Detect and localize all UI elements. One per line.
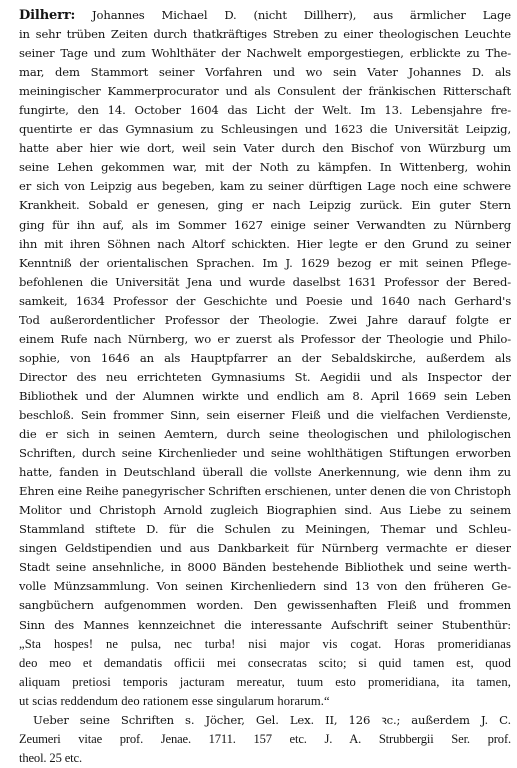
text-line: seine Lehen gekommen war, mit der Noth zu kämpfen. In Wittenberg, wohin [19,160,511,175]
references-line: theol. 25 etc. [19,750,82,765]
text-line: singen Geldstipendien und aus Dankbarkeit für Nürnberg vermachte er dieser [19,541,511,556]
text-line: Krankheit. Sobald er genesen, ging er nach Leipzig zurück. Ein guter Stern [19,198,511,213]
references-line: Ueber seine Schriften s. Jöcher, Gel. Lex. II, 126 ꝛc.; außerdem J. C. [33,712,511,727]
text-line: Molitor und Christoph Arnold zugleich Biographien sind. Aus Liebe zu seinem [19,503,511,518]
text-line: sophie, von 1646 an als Hauptpfarrer an der Sebaldskirche, außerdem als [19,350,511,365]
text-line: die er sich in seinen Aemtern, durch seine theologischen und philologischen [19,427,511,442]
line-text: Johannes Michael D. (nicht Dillherr), aus ärmlicher Lage [75,8,511,22]
text-line: Sinn des Mannes kennzeichnet die interessante Aufschrift seiner Stubenthür: [19,617,511,632]
text-line: ihn mit ihren Söhnen nach Altorf schickten. Hier legte er den Grund zu seiner [19,236,511,251]
text-line: hatte aber hier wie dort, weil sein Vater durch den Bischof von Würzburg um [19,141,511,156]
text-line: Stadt seine ansehnliche, in 8000 Bänden bestehende Bibliothek und seine werth- [19,560,511,575]
latin-quote-line: deo meo et demandatis officii mei consecratas scito; si quid tamen est, quod [19,655,511,670]
text-line: sangbüchern aufgenommen worden. Den gewissenhaften Fleiß und frommen [19,598,511,613]
text-line: beschloß. Sein frommer Sinn, sein eiserner Fleiß und die vielfachen Verdienste, [19,407,511,422]
text-line: befohlenen die Universität Jena und wurde daselbst 1631 Professor der Bered- [19,274,511,289]
text-line: seiner Tage und zum Wohlthäter der Nachwelt emporgestiegen, erblickte zu The- [19,46,511,61]
text-line: in sehr trüben Zeiten durch thatkräftiges Streben zu einer theologischen Leuchte [19,27,511,42]
text-line: Ehren eine Reihe panegyrischer Schriften erschienen, unter denen die von Christoph [19,484,511,499]
text-line: Tod außerordentlicher Professor der Theologie. Zwei Jahre darauf folgte er [19,312,511,327]
text-line: Director des neu errichteten Gymnasiums St. Aegidii und als Inspector der [19,369,511,384]
latin-quote-line: „Sta hospes! ne pulsa, nec turba! nisi major vis cogat. Horas promeridianas [19,636,511,651]
text-line: ging für ihn auf, als im Sommer 1627 einige seiner Verwandten zu Nürnberg [19,217,511,232]
headword: Dilherr: [19,8,76,23]
text-line: mar, dem Stammort seiner Vorfahren und wo sein Vater Johannes D. als [19,65,511,80]
text-line: quentirte er das Gymnasium zu Schleusingen und 1623 die Universität Leipzig, [19,122,511,137]
text-line: volle Münzsammlung. Von seinen Kirchenliedern sind 13 von den früheren Ge- [19,579,511,594]
text-line: Stammland stiftete D. für die Schulen zu Meiningen, Themar und Schleu- [19,522,511,537]
text-line: fungirte, den 14. October 1604 das Licht der Welt. Im 13. Lebensjahre fre- [19,103,511,118]
text-line [19,6,511,25]
references-line: Zeumeri vitae prof. Jenae. 1711. 157 etc. J. A. Strubbergii Ser. prof. [19,731,511,746]
latin-quote-line: ut scias reddendum deo rationem esse singularum horarum.“ [19,693,330,708]
text-line: er sich von Leipzig aus begeben, kam zu seiner dürftigen Lage noch eine schwere [19,179,511,194]
text-line: Kenntniß der orientalischen Sprachen. Im J. 1629 bezog er mit seinen Pflege- [19,255,511,270]
text-line: samkeit, 1634 Professor der Geschichte und Poesie und 1640 nach Gerhard's [19,293,511,308]
text-line: meiningischer Kammerprocurator und als Consulent der fränkischen Ritterschaft [19,84,511,99]
latin-quote-line: aliquam pretiosi temporis jacturam mereatur, tuum esto promeridiana, ita tamen, [19,674,511,689]
text-line: Schriften, durch seine Kirchenlieder und seine wohlthätigen Stiftungen erworben [19,446,511,461]
text-line: hatte, fanden in Deutschland überall die vollste Anerkennung, wie denn ihm zu [19,465,511,480]
text-line: Bibliothek und der Alumnen wirkte und endlich am 8. April 1669 sein Leben [19,388,511,403]
text-line: einem Rufe nach Nürnberg, wo er zuerst als Professor der Theologie und Philo- [19,331,511,346]
